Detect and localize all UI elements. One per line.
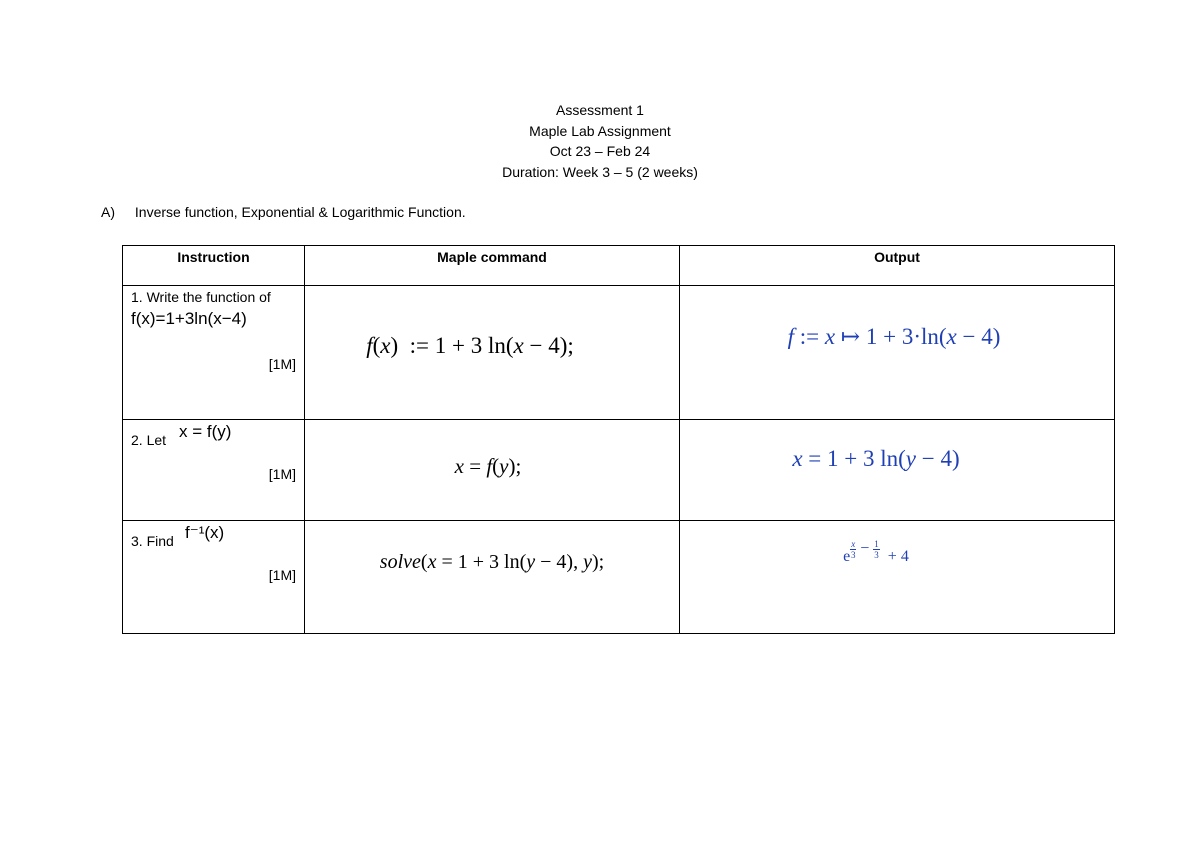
date-range: Oct 23 – Feb 24 <box>549 143 651 160</box>
command-cell <box>305 286 680 420</box>
header-instruction: Instruction <box>123 246 305 286</box>
table-row <box>123 521 1115 634</box>
maple-command: f(x) := 1 + 3 ln(x − 4); <box>366 333 574 358</box>
assignment-name: Maple Lab Assignment <box>529 122 671 139</box>
assessment-title: Assessment 1 <box>556 102 644 118</box>
table-row <box>123 286 1115 420</box>
section-heading <box>101 204 466 220</box>
assignment-table <box>122 245 1115 634</box>
instruction-math: f(x)=1+3ln(x−4) <box>131 309 247 328</box>
instruction-text: 2. Let <box>131 432 167 448</box>
command-cell <box>305 521 680 634</box>
maple-command: solve(x = 1 + 3 ln(y − 4), y); <box>379 551 605 573</box>
section-label: A) <box>101 204 115 220</box>
output-cell <box>680 420 1115 521</box>
duration: Duration: Week 3 – 5 (2 weeks) <box>502 164 698 181</box>
command-cell <box>305 420 680 521</box>
table-row <box>123 420 1115 521</box>
maple-output: x = 1 + 3 ln(y − 4) <box>792 446 960 471</box>
maple-output: f := x ↦ 1 + 3·ln(x − 4) <box>787 324 1001 349</box>
instruction-text: 3. Find <box>131 533 174 549</box>
instruction-cell <box>123 286 305 420</box>
mark: [1M] <box>268 466 296 482</box>
mark: [1M] <box>268 356 296 372</box>
instruction-text: 1. Write the function of <box>131 289 271 305</box>
section-title: Inverse function, Exponential & Logarithmic Function. <box>134 204 466 220</box>
mark: [1M] <box>268 567 296 583</box>
document-header <box>0 100 1200 183</box>
header-output: Output <box>680 246 1115 286</box>
table-header-row <box>123 246 1115 286</box>
instruction-math: f⁻¹(x) <box>185 523 225 542</box>
instruction-math: x = f(y) <box>179 422 232 441</box>
output-cell <box>680 286 1115 420</box>
maple-output: e $\frac{x}{3}$ − $\frac{1}{3}$ + 4 <box>843 539 909 566</box>
instruction-cell <box>123 521 305 634</box>
maple-command: x = f(y); <box>454 454 522 478</box>
header-maple-command: Maple command <box>305 246 680 286</box>
output-cell <box>680 521 1115 634</box>
instruction-cell <box>123 420 305 521</box>
